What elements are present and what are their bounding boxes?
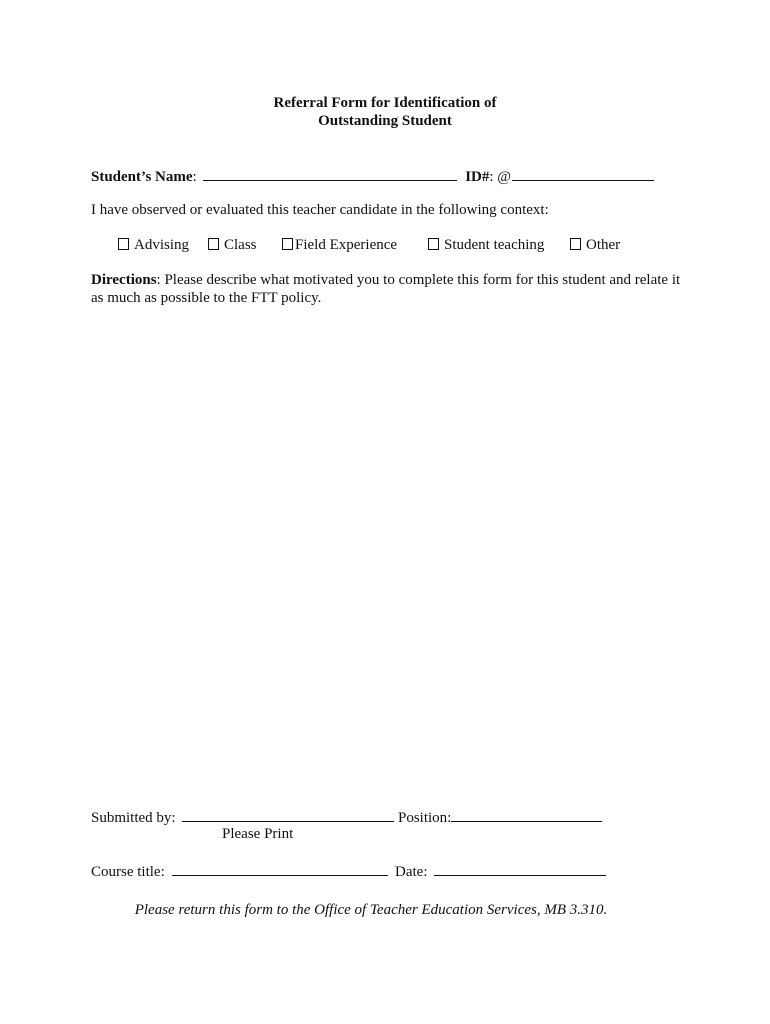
course-title-field[interactable]	[172, 861, 388, 876]
return-note: Please return this form to the Office of Teacher Education Services, MB 3.310.	[134, 902, 608, 918]
form-title-line-1: Referral Form for Identification of	[273, 95, 497, 111]
course-title-label: Course title:	[91, 864, 165, 880]
directions-label: Directions	[91, 272, 157, 288]
position-field[interactable]	[451, 807, 602, 822]
context-text: I have observed or evaluated this teacher candidate in the following context:	[91, 202, 549, 218]
directions-paragraph	[91, 271, 691, 307]
submitted-by-field[interactable]	[182, 807, 394, 822]
date-field[interactable]	[434, 861, 606, 876]
advising-label: Advising	[134, 237, 190, 253]
student-name-field[interactable]	[203, 166, 457, 181]
student-info-row	[91, 166, 654, 186]
option-other[interactable]	[570, 236, 620, 254]
course-title-row	[91, 861, 388, 881]
form-title-line-2: Outstanding Student	[318, 113, 452, 129]
class-label: Class	[224, 237, 257, 253]
id-prefix: : @	[489, 169, 512, 185]
student-teaching-checkbox[interactable]	[428, 238, 439, 250]
position-label: Position:	[398, 810, 452, 826]
student-teaching-label: Student teaching	[444, 237, 545, 253]
id-field[interactable]	[512, 166, 654, 181]
id-label: ID#	[465, 169, 490, 185]
directions-text: : Please describe what motivated you to complete this form for this student and relate it as much as possible to the FTT policy.	[91, 272, 681, 306]
date-label: Date:	[395, 864, 428, 880]
option-field-experience[interactable]	[282, 236, 397, 254]
option-class[interactable]	[208, 236, 257, 254]
submitted-by-row	[91, 807, 394, 827]
submitted-by-label: Submitted by:	[91, 810, 176, 826]
field-experience-label: Field Experience	[295, 237, 398, 253]
advising-checkbox[interactable]	[118, 238, 129, 250]
field-experience-checkbox[interactable]	[282, 238, 293, 250]
please-print-note: Please Print	[222, 826, 294, 842]
class-checkbox[interactable]	[208, 238, 219, 250]
date-row	[395, 861, 606, 881]
student-name-label: Student’s Name	[91, 169, 193, 185]
response-area[interactable]	[91, 315, 691, 785]
position-row	[398, 807, 602, 827]
option-advising[interactable]	[118, 236, 189, 254]
student-name-colon: :	[192, 169, 197, 185]
other-label: Other	[586, 237, 621, 253]
other-checkbox[interactable]	[570, 238, 581, 250]
option-student-teaching[interactable]	[428, 236, 544, 254]
